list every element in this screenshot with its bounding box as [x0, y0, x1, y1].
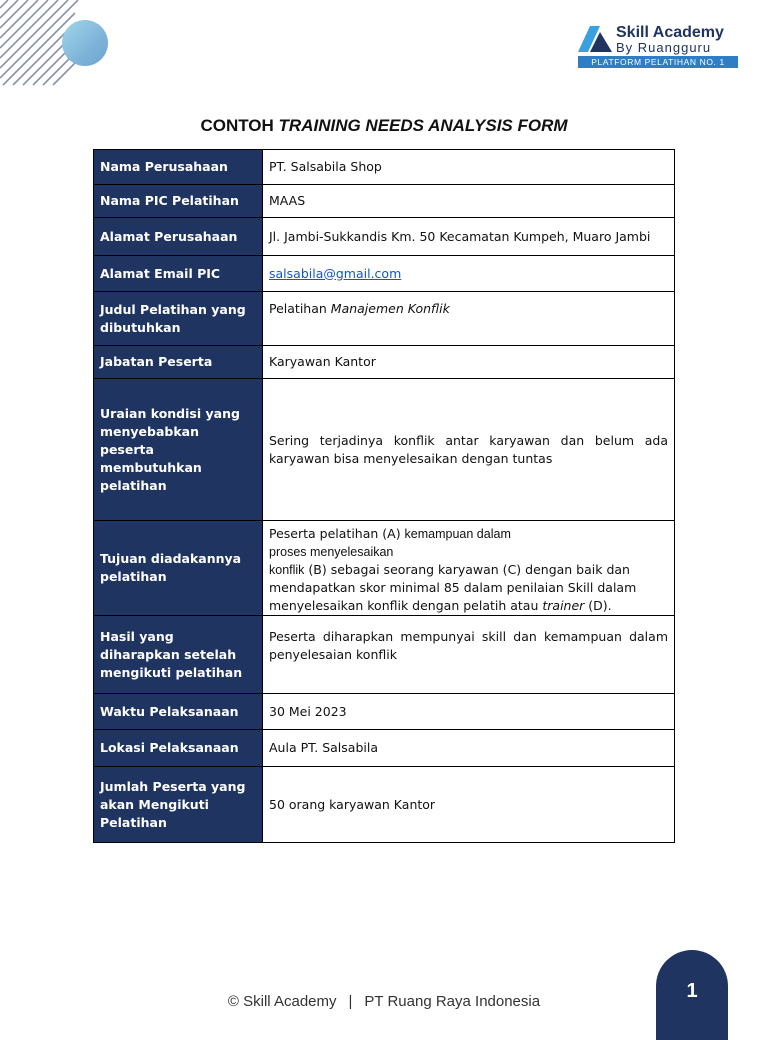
form-row-pic-name [94, 185, 675, 218]
value-condition: Sering terjadinya konflik antar karyawan dan belum ada karyawan bisa menyelesaikan dengan tuntas [263, 379, 675, 521]
footer-separator: | [348, 993, 353, 1010]
form-row-participant-position [94, 346, 675, 379]
footer-company: PT Ruang Raya Indonesia [364, 993, 541, 1010]
value-objective [263, 521, 675, 616]
form-row-objective [94, 521, 675, 616]
form-row-company-name [94, 150, 675, 185]
label-objective: Tujuan diadakannya pelatihan [94, 521, 263, 616]
page-number: 1 [686, 980, 698, 1002]
brand-subtitle: By Ruangguru [616, 40, 712, 55]
footer-copyright: © Skill Academy [227, 993, 337, 1010]
label-pic-name: Nama PIC Pelatihan [94, 185, 263, 218]
decorative-circle [62, 20, 108, 66]
label-company-address: Alamat Perusahaan [94, 218, 263, 256]
value-pic-name: MAAS [263, 185, 675, 218]
label-location: Lokasi Pelaksanaan [94, 730, 263, 767]
label-participant-count: Jumlah Peserta yang akan Mengikuti Pelatihan [94, 767, 263, 843]
objective-part-3: proses menyelesaikan [269, 545, 394, 559]
form-row-company-address [94, 218, 675, 256]
objective-part-4: konflik [269, 563, 305, 577]
form-row-training-title [94, 292, 675, 346]
brand-tagline: PLATFORM PELATIHAN NO. 1 [578, 56, 738, 68]
training-title-plain: Pelatihan [269, 301, 331, 316]
objective-part-1: Peserta pelatihan (A) [269, 526, 405, 541]
objective-part-7: (D). [584, 598, 612, 613]
title-emphasis: TRAINING NEEDS ANALYSIS FORM [278, 116, 568, 135]
form-row-condition [94, 379, 675, 521]
training-needs-form-table [93, 149, 675, 843]
value-schedule: 30 Mei 2023 [263, 694, 675, 730]
form-row-schedule [94, 694, 675, 730]
value-training-title [263, 292, 675, 346]
page-footer [0, 993, 768, 1010]
value-company-address: Jl. Jambi-Sukkandis Km. 50 Kecamatan Kumpeh, Muaro Jambi [263, 218, 675, 256]
objective-part-2: kemampuan dalam [404, 527, 511, 541]
label-training-title: Judul Pelatihan yang dibutuhkan [94, 292, 263, 346]
objective-part-6: trainer [542, 598, 585, 613]
title-prefix: CONTOH [200, 116, 279, 135]
brand-name: Skill Academy [616, 24, 724, 41]
pic-email-link[interactable]: salsabila@gmail.com [269, 265, 402, 281]
page-number-tab [656, 950, 728, 1040]
label-pic-email: Alamat Email PIC [94, 256, 263, 292]
value-company-name: PT. Salsabila Shop [263, 150, 675, 185]
label-company-name: Nama Perusahaan [94, 150, 263, 185]
brand-logo [578, 24, 738, 70]
form-row-location [94, 730, 675, 767]
value-expected-result: Peserta diharapkan mempunyai skill dan kemampuan dalam penyelesaian konflik [263, 616, 675, 694]
value-location: Aula PT. Salsabila [263, 730, 675, 767]
form-row-participant-count [94, 767, 675, 843]
label-participant-position: Jabatan Peserta [94, 346, 263, 379]
value-participant-count: 50 orang karyawan Kantor [263, 767, 675, 843]
skill-academy-logo-icon [578, 26, 612, 52]
objective-part-5: (B) sebagai seorang karyawan (C) dengan baik dan mendapatkan skor minimal 85 dalam penilaian Skill dalam menyelesaikan konflik dengan pelatih atau [269, 562, 637, 613]
value-participant-position: Karyawan Kantor [263, 346, 675, 379]
document-title [0, 116, 768, 136]
form-row-expected-result [94, 616, 675, 694]
value-pic-email-cell [263, 256, 675, 292]
training-title-italic: Manajemen Konflik [330, 301, 450, 316]
label-condition: Uraian kondisi yang menyebabkan peserta membutuhkan pelatihan [94, 379, 263, 521]
label-expected-result: Hasil yang diharapkan setelah mengikuti pelatihan [94, 616, 263, 694]
form-row-pic-email [94, 256, 675, 292]
label-schedule: Waktu Pelaksanaan [94, 694, 263, 730]
